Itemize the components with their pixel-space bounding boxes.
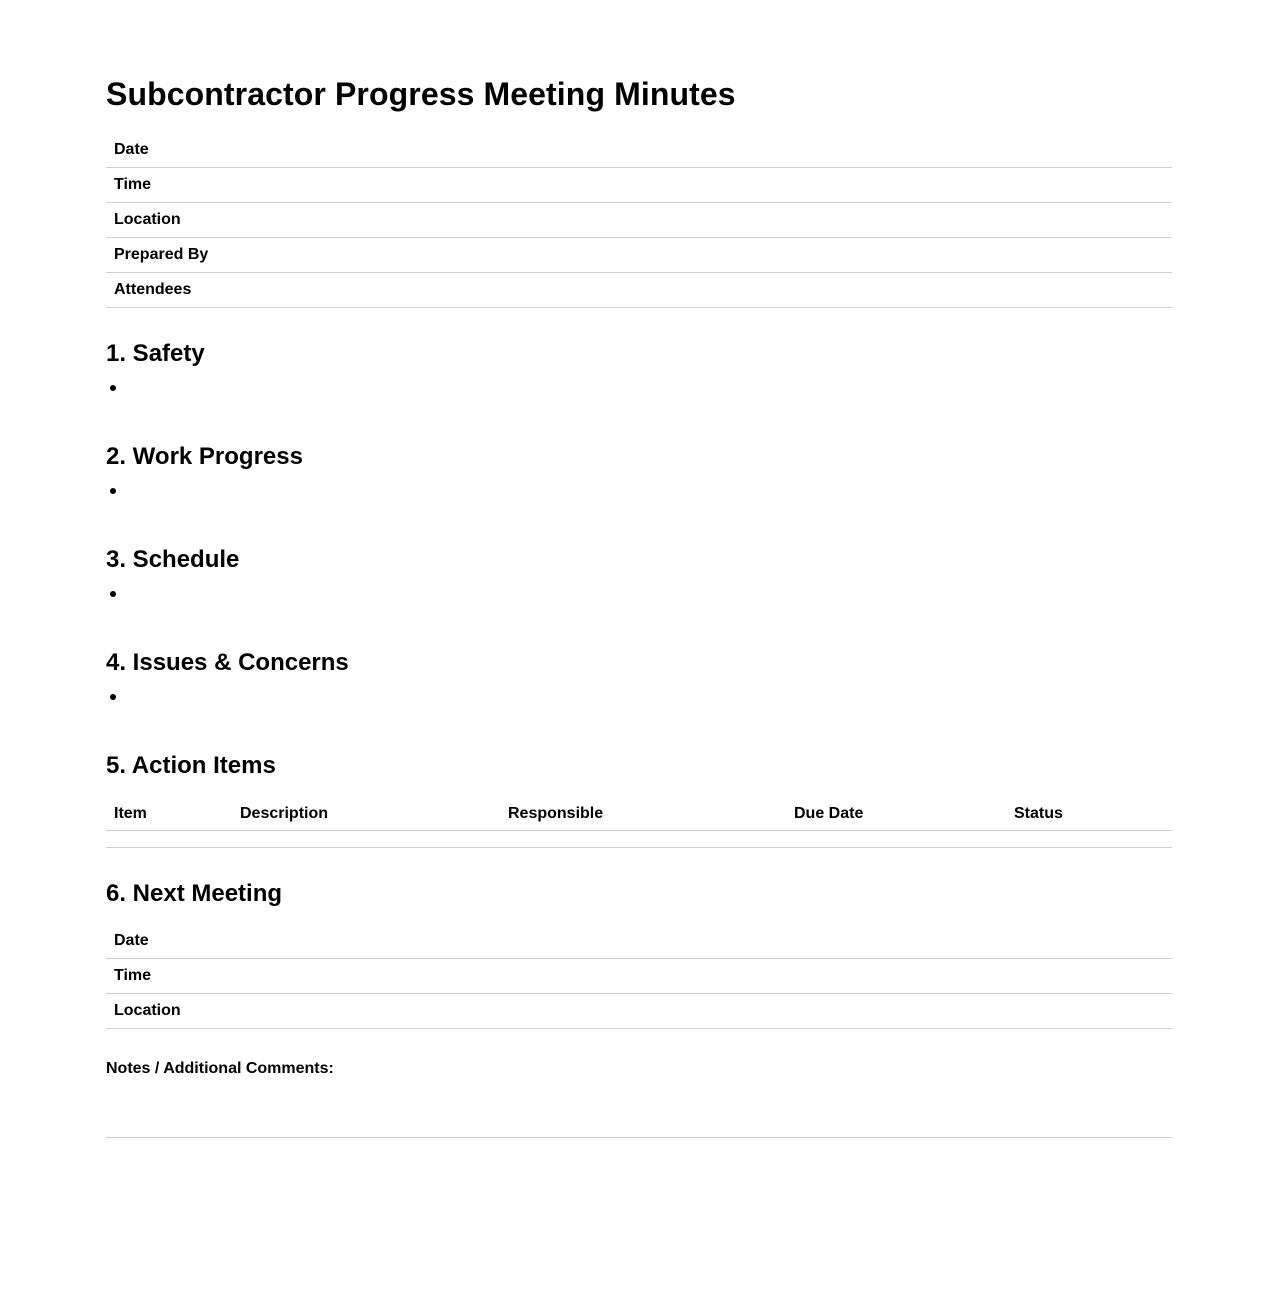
section-heading: 6. Next Meeting	[106, 880, 283, 907]
page-title: Subcontractor Progress Meeting Minutes	[106, 76, 736, 112]
list-item[interactable]	[106, 480, 1172, 502]
next-meeting-location-field[interactable]	[999, 994, 1172, 1029]
section-heading: 3. Schedule	[106, 546, 240, 573]
bullet-list	[106, 377, 1172, 443]
field-label: Attendees	[106, 273, 1037, 308]
prepared-by-field[interactable]	[1037, 238, 1172, 273]
action-items-table	[106, 798, 1172, 848]
field-label: Location	[106, 203, 1037, 238]
time-field[interactable]	[1037, 168, 1172, 203]
bullet-icon	[110, 591, 116, 597]
due-date-cell[interactable]	[786, 831, 1006, 848]
field-label: Time	[106, 168, 1037, 203]
status-cell[interactable]	[1006, 831, 1172, 848]
section-work-progress	[106, 443, 1172, 546]
list-item[interactable]	[106, 377, 1172, 399]
date-field[interactable]	[1037, 132, 1172, 168]
next-meeting-row-time	[106, 959, 1172, 994]
attendees-field[interactable]	[1037, 273, 1172, 308]
field-label: Time	[106, 959, 999, 994]
column-header-description: Description	[232, 798, 500, 831]
meeting-info-row-attendees	[106, 273, 1172, 308]
section-heading: 1. Safety	[106, 340, 205, 367]
bullet-list	[106, 480, 1172, 546]
bullet-list	[106, 583, 1172, 649]
section-heading: 4. Issues & Concerns	[106, 649, 349, 676]
bullet-icon	[110, 488, 116, 494]
section-action-items	[106, 752, 1172, 848]
column-header-status: Status	[1006, 798, 1172, 831]
column-header-due-date: Due Date	[786, 798, 1006, 831]
meeting-info-row-date	[106, 132, 1172, 168]
next-meeting-table	[106, 924, 1172, 1029]
field-label: Date	[106, 132, 1037, 168]
section-issues-concerns	[106, 649, 1172, 752]
field-label: Location	[106, 994, 999, 1029]
bullet-icon	[110, 694, 116, 700]
responsible-cell[interactable]	[500, 831, 786, 848]
list-item[interactable]	[106, 583, 1172, 605]
section-notes	[106, 1059, 1172, 1138]
notes-label: Notes / Additional Comments:	[106, 1060, 334, 1077]
next-meeting-date-field[interactable]	[999, 924, 1172, 959]
field-label: Prepared By	[106, 238, 1037, 273]
table-row	[106, 831, 1172, 848]
section-heading: 5. Action Items	[106, 752, 276, 779]
section-next-meeting	[106, 880, 1172, 1029]
item-cell[interactable]	[106, 831, 232, 848]
bullet-icon	[110, 385, 116, 391]
list-item[interactable]	[106, 686, 1172, 708]
field-label: Date	[106, 924, 999, 959]
next-meeting-row-date	[106, 924, 1172, 959]
meeting-info-row-time	[106, 168, 1172, 203]
description-cell[interactable]	[232, 831, 500, 848]
column-header-responsible: Responsible	[500, 798, 786, 831]
location-field[interactable]	[1037, 203, 1172, 238]
next-meeting-row-location	[106, 994, 1172, 1029]
meeting-info-row-prepared-by	[106, 238, 1172, 273]
column-header-item: Item	[106, 798, 232, 831]
section-heading: 2. Work Progress	[106, 443, 303, 470]
section-schedule	[106, 546, 1172, 649]
table-header-row	[106, 798, 1172, 831]
meeting-info-row-location	[106, 203, 1172, 238]
notes-field[interactable]	[106, 1089, 1172, 1138]
section-safety	[106, 340, 1172, 443]
bullet-list	[106, 686, 1172, 752]
meeting-info-table	[106, 132, 1172, 308]
next-meeting-time-field[interactable]	[999, 959, 1172, 994]
document-page	[106, 0, 1172, 1138]
